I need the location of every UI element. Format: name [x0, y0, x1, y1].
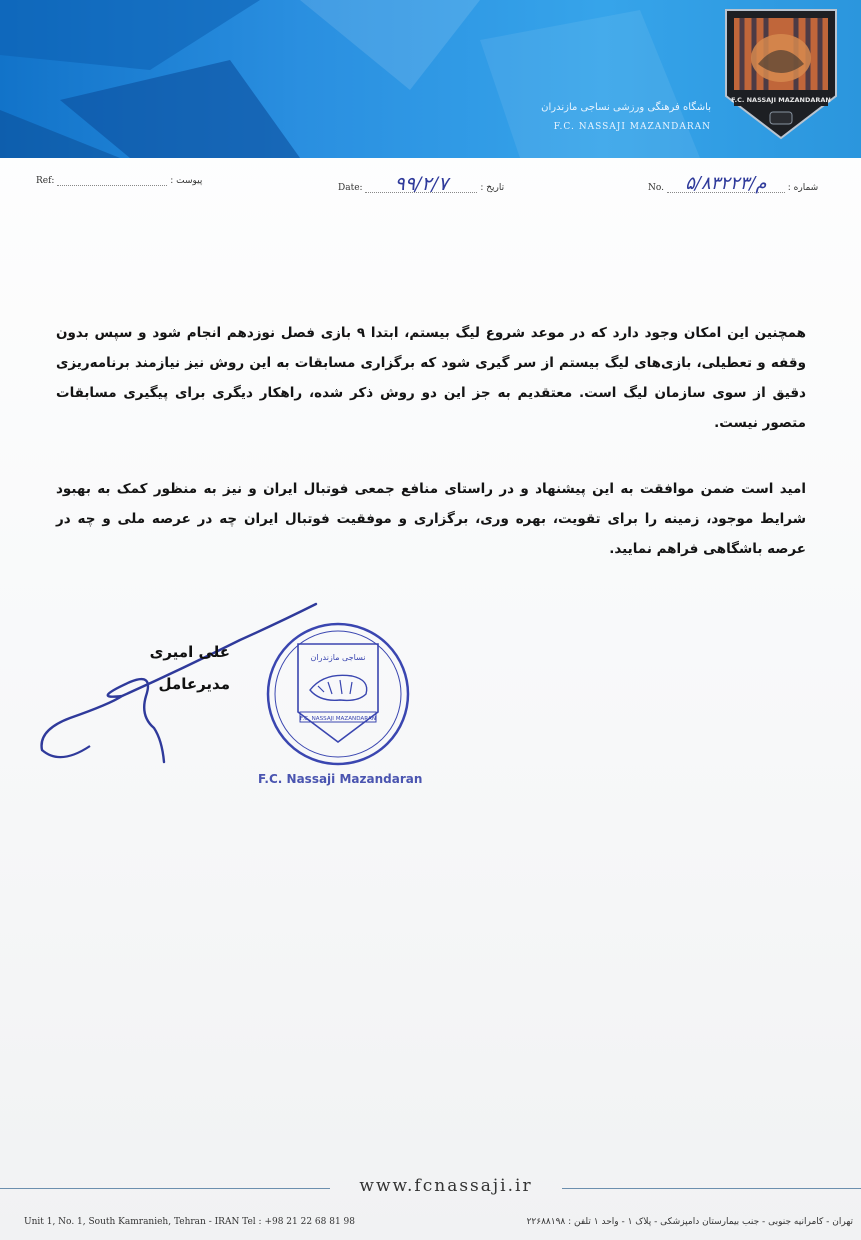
letter-paragraph-2: امید است ضمن موافقت به این پیشنهاد و در راستای منافع جمعی فوتبال ایران و نیز به منظور کمک به بهبود شرایط موجود، زمینه را برای تقویت، بهره وری، برگزاری و موفقیت فوتبال ایران چه در عرصه ملی و چه در عرصه باشگاهی فراهم نمایید.: [56, 481, 806, 557]
stamp-top-text: نساجی مازندران: [310, 653, 366, 662]
date-value: ۹۹/۲/۷: [365, 176, 477, 193]
signatory-name: علی امیری: [149, 643, 230, 661]
reference-field: [36, 176, 202, 186]
footer-address-english: Unit 1, No. 1, South Kamranieh, Tehran - IRAN Tel : +98 21 22 68 81 98: [24, 1217, 355, 1227]
number-label-persian: شماره :: [787, 183, 819, 193]
stamp-ring-text: F.C. NASSAJI MAZANDARAN: [300, 716, 376, 722]
stamp-caption: F.C. Nassaji Mazandaran: [258, 772, 423, 786]
signatory-block: [140, 636, 230, 700]
club-logo: [718, 6, 844, 142]
number-field: [648, 173, 819, 194]
letterhead-header: [0, 0, 861, 158]
date-field: [338, 173, 505, 195]
club-name-english: F.C. NASSAJI MAZANDARAN: [553, 122, 711, 132]
footer-rule-right: [562, 1188, 861, 1189]
club-seal-stamp: [262, 620, 418, 770]
ref-label: Ref:: [36, 176, 55, 186]
letter-paragraph-1: همچنین این امکان وجود دارد که در موعد شروع لیگ بیستم، ابتدا ۹ بازی فصل نوزدهم انجام شود و سپس بدون وقفه و تعطیلی، بازی‌های لیگ بیستم از سر گیری شود که برگزاری مسابقات به این روش نیز نیازمند برنامه‌ریزی دقیق از سوی سازمان لیگ است. معتقدیم به جز این دو روش ذکر شده، راهکار دیگری برای پیگیری مسابقات متصور نیست.: [56, 325, 806, 431]
logo-text: F.C. NASSAJI MAZANDARAN: [731, 96, 831, 104]
signatory-title: مدیرعامل: [158, 675, 230, 693]
number-value: ۵/م/۸۳۲۲۳: [667, 176, 785, 193]
ref-label-persian: پیوست :: [170, 176, 203, 186]
club-name-persian: باشگاه فرهنگی ورزشی نساجی مازندران: [541, 102, 711, 113]
footer-rule-left: [0, 1188, 330, 1189]
number-label: No.: [648, 183, 664, 193]
date-label: Date:: [338, 183, 363, 193]
footer-website: www.fcnassaji.ir: [359, 1176, 533, 1196]
footer-address-persian: تهران - کامرانیه جنوبی - جنب بیمارستان دامپزشکی - پلاک ۱ - واحد ۱ تلفن : ۲۲۶۸۸۱۹۸: [526, 1217, 853, 1227]
date-label-persian: تاریخ :: [480, 183, 505, 193]
ref-dotted-line: [57, 185, 167, 186]
